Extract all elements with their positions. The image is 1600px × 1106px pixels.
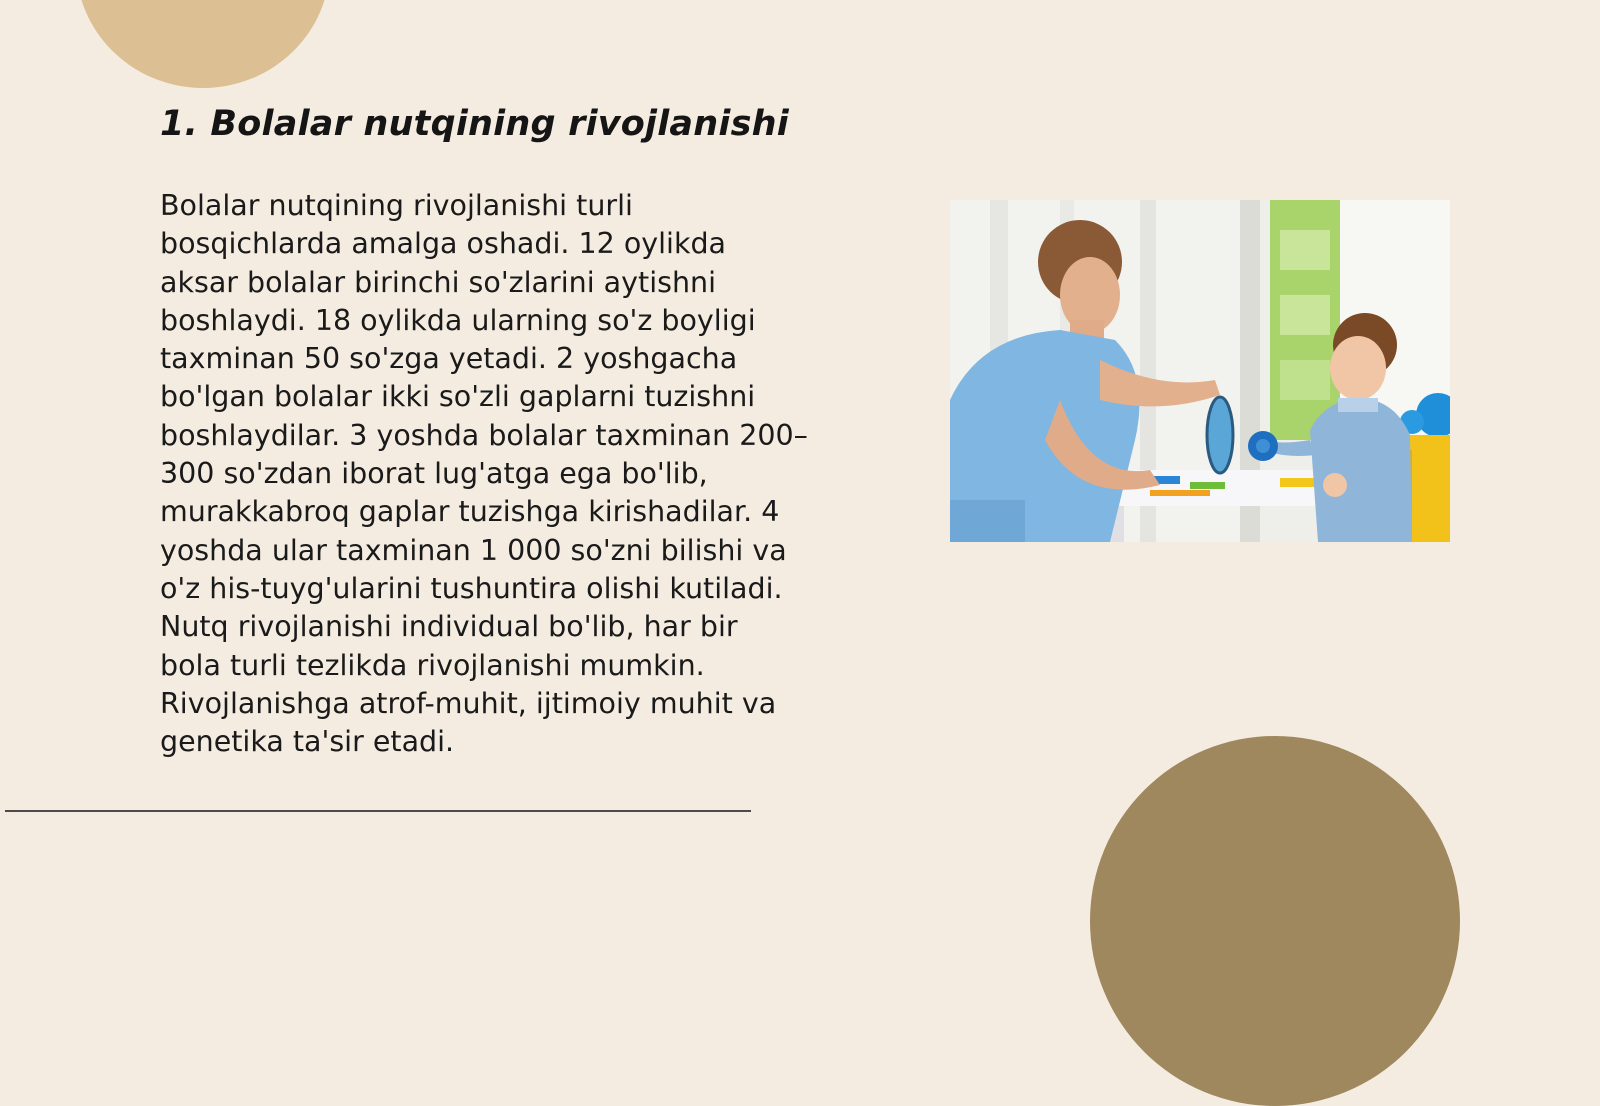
decorative-circle-top bbox=[76, 0, 330, 88]
body-line: boshlaydilar. 3 yoshda bolalar taxminan 200– bbox=[160, 418, 808, 452]
body-line: 300 so'zdan iborat lug'atga ega bo'lib, bbox=[160, 457, 708, 491]
body-line: aksar bolalar birinchi so'zlarini aytishni bbox=[160, 265, 717, 299]
slide-body-text bbox=[160, 187, 850, 761]
photo-teacher-and-child bbox=[950, 200, 1450, 542]
body-line: Nutq rivojlanishi individual bo'lib, har bir bbox=[160, 610, 738, 644]
decorative-circle-bottom bbox=[1090, 736, 1460, 1106]
body-line: Rivojlanishga atrof-muhit, ijtimoiy muhit va bbox=[160, 686, 777, 720]
body-line: bo'lgan bolalar ikki so'zli gaplarni tuzishni bbox=[160, 380, 756, 414]
slide-title: 1. Bolalar nutqining rivojlanishi bbox=[160, 104, 789, 144]
body-line: taxminan 50 so'zga yetadi. 2 yoshgacha bbox=[160, 342, 738, 376]
body-line: boshlaydi. 18 oylikda ularning so'z boyligi bbox=[160, 303, 756, 337]
body-line: yoshda ular taxminan 1 000 so'zni bilishi va bbox=[160, 533, 787, 567]
body-line: bosqichlarda amalga oshadi. 12 oylikda bbox=[160, 227, 727, 261]
divider-line bbox=[5, 810, 751, 812]
body-line: o'z his-tuyg'ularini tushuntira olishi kutiladi. bbox=[160, 571, 783, 605]
body-line: bola turli tezlikda rivojlanishi mumkin. bbox=[160, 648, 705, 682]
body-line: Bolalar nutqining rivojlanishi turli bbox=[160, 189, 633, 222]
body-line: murakkabroq gaplar tuzishga kirishadilar. 4 bbox=[160, 495, 780, 529]
body-line: genetika ta'sir etadi. bbox=[160, 725, 455, 759]
